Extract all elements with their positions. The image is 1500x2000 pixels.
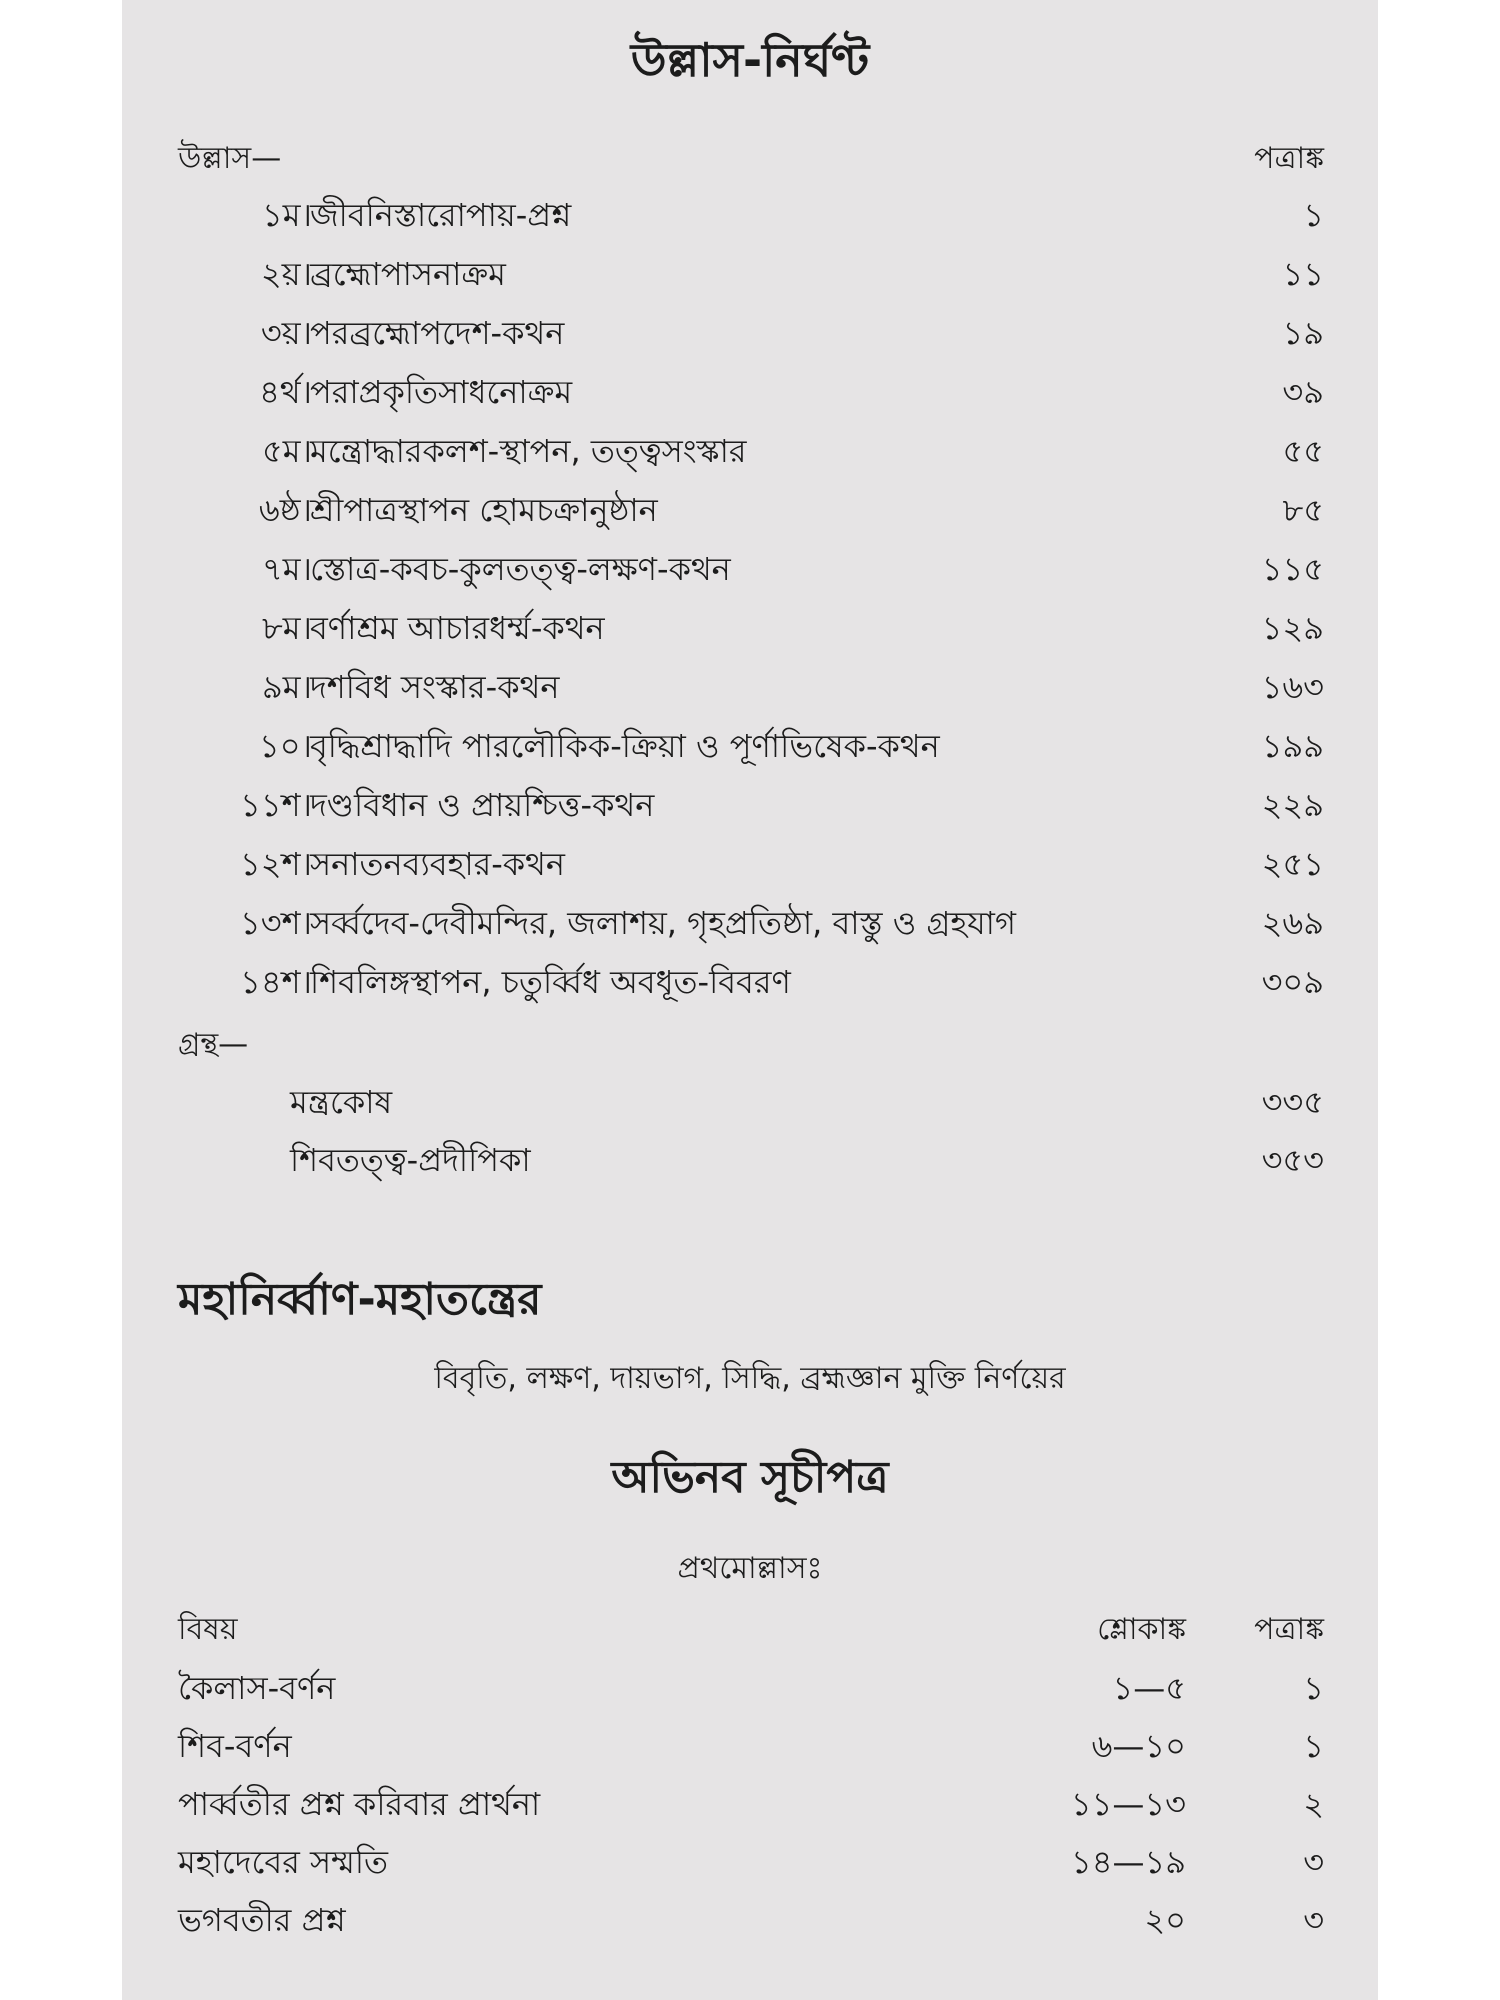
- chapter-row: [122, 603, 1378, 661]
- chapter-number: ২য়।: [260, 255, 312, 293]
- chapter-number: ৮ম।: [262, 609, 312, 647]
- chapter-title: জীবনিস্তারোপায়-প্রশ্ন: [310, 196, 572, 234]
- row-page: ৩: [1303, 1901, 1324, 1939]
- chapter-number: ১০।: [258, 727, 312, 765]
- grantha-label: গ্রন্থ—: [178, 1027, 249, 1062]
- chapter-page: ৮৫: [1282, 491, 1324, 529]
- chapter-row: [122, 426, 1378, 484]
- toc-header-chapter: উল্লাস—: [178, 141, 282, 176]
- row-page: ২: [1303, 1785, 1324, 1823]
- chapter-page: ১৯৯: [1261, 727, 1324, 765]
- chapter-page: ৫৫: [1282, 432, 1324, 470]
- row-sloka: ১—৫: [1112, 1669, 1186, 1707]
- index-heading: অভিনব সূচীপত্র: [611, 1452, 889, 1503]
- chapter-number: ৯ম।: [262, 668, 312, 706]
- chapter-row: [122, 780, 1378, 838]
- chapter-row: [122, 957, 1378, 1015]
- book-page: [122, 0, 1378, 2000]
- row-sloka: ২০: [1144, 1901, 1186, 1939]
- chapter-row: [122, 190, 1378, 248]
- chapter-number: ১৪শ।: [240, 963, 312, 1001]
- section-heading: প্রথমোল্লাসঃ: [677, 1551, 823, 1586]
- chapter-row: [122, 485, 1378, 543]
- grantha-page: ৩৩৫: [1261, 1083, 1324, 1121]
- grantha-row: [122, 1135, 1378, 1193]
- chapter-page: ১২৯: [1261, 609, 1324, 647]
- chapter-title: সর্ব্বদেব-দেবীমন্দির, জলাশয়, গৃহপ্রতিষ্ঠা, বাস্তু ও গ্রহযাগ: [310, 904, 1016, 942]
- chapter-page: ২৬৯: [1261, 904, 1324, 942]
- row-page: ১: [1303, 1727, 1324, 1765]
- chapter-page: ১১: [1282, 255, 1324, 293]
- index-subtitle: বিবৃতি, লক্ষণ, দায়ভাগ, সিদ্ধি, ব্রহ্মজ্ঞান মুক্তি নির্ণয়ের: [434, 1361, 1066, 1396]
- row-sloka: ১১—১৩: [1070, 1785, 1186, 1823]
- chapter-title: স্তোত্র-কবচ-কুলতত্ত্ব-লক্ষণ-কথন: [310, 550, 731, 588]
- chapter-title: বর্ণাশ্রম আচারধর্ম্ম-কথন: [310, 609, 605, 647]
- chapter-title: সনাতনব্যবহার-কথন: [310, 845, 565, 883]
- chapter-number: ৬ষ্ঠ।: [258, 491, 312, 529]
- chapter-number: ১১শ।: [240, 786, 312, 824]
- row-sloka: ৬—১০: [1091, 1727, 1186, 1765]
- table-row: [122, 1837, 1378, 1895]
- row-subject: শিব-বর্ণন: [178, 1727, 292, 1765]
- table-row: [122, 1895, 1378, 1953]
- chapter-title: মন্ত্রোদ্ধারকলশ-স্থাপন, তত্ত্বসংস্কার: [310, 432, 747, 470]
- row-subject: ভগবতীর প্রশ্ন: [178, 1901, 346, 1939]
- row-subject: পার্ব্বতীর প্রশ্ন করিবার প্রার্থনা: [178, 1785, 541, 1823]
- chapter-row: [122, 898, 1378, 956]
- chapter-title: ব্রহ্মোপাসনাক্রম: [310, 255, 506, 293]
- table-row: [122, 1721, 1378, 1779]
- chapter-row: [122, 367, 1378, 425]
- row-sloka: ১৪—১৯: [1070, 1843, 1186, 1881]
- chapter-title: দশবিধ সংস্কার-কথন: [310, 668, 560, 706]
- chapter-number: ৭ম।: [261, 550, 312, 588]
- grantha-title: মন্ত্রকোষ: [290, 1083, 393, 1121]
- chapter-title: শ্রীপাত্রস্থাপন হোমচক্রানুষ্ঠান: [310, 491, 658, 529]
- grantha-page: ৩৫৩: [1261, 1141, 1324, 1179]
- index-title: মহানির্ব্বাণ-মহাতন্ত্রের: [178, 1274, 542, 1325]
- chapter-title: বৃদ্ধিশ্রাদ্ধাদি পারলৌকিক-ক্রিয়া ও পূর্ণাভিষেক-কথন: [310, 727, 940, 765]
- column-header-subject: বিষয়: [178, 1612, 238, 1647]
- chapter-page: ৩৯: [1282, 373, 1324, 411]
- chapter-row: [122, 721, 1378, 779]
- column-header-sloka: শ্লোকাঙ্ক: [1097, 1612, 1186, 1647]
- toc-title: উল্লাস-নির্ঘণ্ট: [630, 33, 870, 87]
- grantha-title: শিবতত্ত্ব-প্রদীপিকা: [290, 1141, 531, 1179]
- chapter-page: ৩০৯: [1261, 963, 1324, 1001]
- chapter-title: পরব্রহ্মোপদেশ-কথন: [310, 314, 565, 352]
- column-header-page: পত্রাঙ্ক: [1254, 1612, 1324, 1647]
- row-subject: মহাদেবের সম্মতি: [178, 1843, 389, 1881]
- row-page: ১: [1303, 1669, 1324, 1707]
- chapter-row: [122, 662, 1378, 720]
- chapter-row: [122, 249, 1378, 307]
- row-subject: কৈলাস-বর্ণন: [178, 1669, 336, 1707]
- chapter-number: ১৩শ।: [240, 904, 312, 942]
- table-row: [122, 1663, 1378, 1721]
- chapter-page: ২২৯: [1261, 786, 1324, 824]
- chapter-title: দণ্ডবিধান ও প্রায়শ্চিত্ত-কথন: [310, 786, 655, 824]
- chapter-number: ৪র্থ।: [259, 373, 312, 411]
- chapter-page: ১৯: [1282, 314, 1324, 352]
- grantha-row: [122, 1077, 1378, 1135]
- chapter-page: ১১৫: [1261, 550, 1324, 588]
- chapter-page: ১৬৩: [1261, 668, 1324, 706]
- row-page: ৩: [1303, 1843, 1324, 1881]
- chapter-title: শিবলিঙ্গস্থাপন, চতুর্ব্বিধ অবধূত-বিবরণ: [310, 963, 791, 1001]
- chapter-number: ৩য়।: [260, 314, 312, 352]
- chapter-page: ১: [1303, 196, 1324, 234]
- chapter-number: ১ম।: [262, 196, 312, 234]
- chapter-number: ১২শ।: [240, 845, 312, 883]
- chapter-row: [122, 308, 1378, 366]
- chapter-page: ২৫১: [1261, 845, 1324, 883]
- chapter-row: [122, 839, 1378, 897]
- table-row: [122, 1779, 1378, 1837]
- chapter-title: পরাপ্রকৃতিসাধনোক্রম: [310, 373, 573, 411]
- toc-header-page: পত্রাঙ্ক: [1254, 141, 1324, 176]
- chapter-row: [122, 544, 1378, 602]
- chapter-number: ৫ম।: [262, 432, 312, 470]
